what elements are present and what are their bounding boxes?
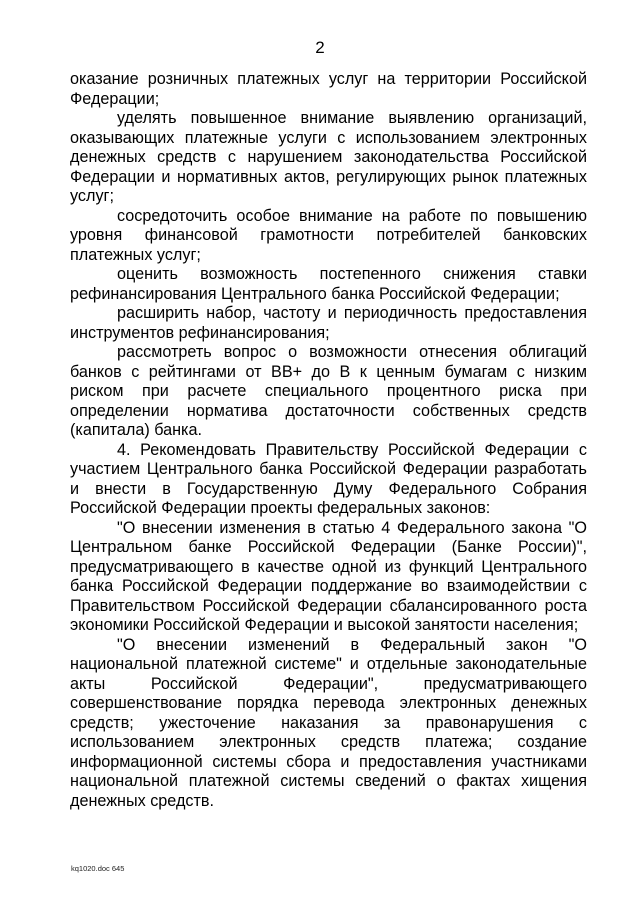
document-body	[70, 70, 587, 811]
paragraph: 4. Рекомендовать Правительству Российской Федерации с участием Центрального банка Российской Федерации разработать и внести в Государственную Думу Федерального Собрания Российской Федерации проекты федеральных законов:	[70, 440, 587, 517]
paragraph: сосредоточить особое внимание на работе по повышению уровня финансовой грамотности потребителей банковских платежных услуг;	[70, 206, 587, 264]
document-footer-code: kq1020.doc 645	[71, 864, 125, 873]
page-number: 2	[315, 38, 325, 57]
paragraph: расширить набор, частоту и периодичность предоставления инструментов рефинансирования;	[70, 304, 587, 342]
paragraph: оказание розничных платежных услуг на территории Российской Федерации;	[70, 70, 587, 108]
paragraph: оценить возможность постепенного снижения ставки рефинансирования Центрального банка Российской Федерации;	[70, 265, 587, 303]
paragraph: "О внесении изменения в статью 4 Федерального закона "О Центральном банке Российской Федерации (Банке России)", предусматривающего в качестве одной из функций Центрального банка Российской Федерации поддержание во взаимодействии с Правительством Российской Федерации сбалансированного роста экономики Российской Федерации и высокой занятости населения;	[70, 518, 587, 634]
paragraph: рассмотреть вопрос о возможности отнесения облигаций банков с рейтингами от BB+ до B к ценным бумагам с низким риском при расчете специального процентного риска при определении норматива достаточности собственных средств (капитала) банка.	[70, 343, 587, 439]
paragraph: "О внесении изменений в Федеральный закон "О национальной платежной системе" и отдельные законодательные акты Российской Федерации", предусматривающего совершенствование порядка перевода электронных денежных средств; ужесточение наказания за правонарушения с использованием электронных средств платежа; создание информационной системы сбора и предоставления участниками национальной платежной системы сведений о фактах хищения денежных средств.	[70, 635, 587, 810]
paragraph: уделять повышенное внимание выявлению организаций, оказывающих платежные услуги с использованием электронных денежных средств с нарушением законодательства Российской Федерации и нормативных актов, регулирующих рынок платежных услуг;	[70, 109, 587, 205]
